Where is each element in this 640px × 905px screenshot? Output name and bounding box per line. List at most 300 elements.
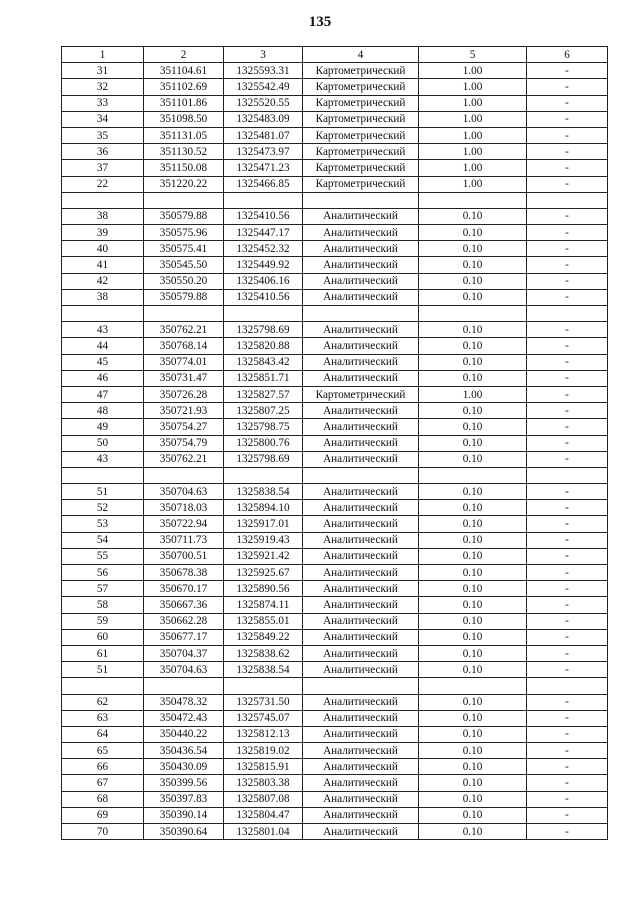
y-coordinate-cell: 1325890.56 bbox=[224, 581, 303, 597]
y-coordinate-cell: 1325593.31 bbox=[224, 63, 303, 79]
note-cell: - bbox=[527, 791, 608, 807]
method-cell bbox=[303, 467, 419, 483]
point-number-cell: 48 bbox=[62, 403, 144, 419]
y-coordinate-cell: 1325827.57 bbox=[224, 386, 303, 402]
x-coordinate-cell: 350731.47 bbox=[144, 370, 224, 386]
accuracy-cell: 0.10 bbox=[419, 516, 527, 532]
x-coordinate-cell: 351101.86 bbox=[144, 95, 224, 111]
table-row bbox=[62, 710, 608, 726]
point-number-cell: 43 bbox=[62, 322, 144, 338]
point-number-cell: 49 bbox=[62, 419, 144, 435]
column-header-note: 6 bbox=[527, 47, 608, 63]
method-cell: Картометрический bbox=[303, 127, 419, 143]
x-coordinate-cell: 350774.01 bbox=[144, 354, 224, 370]
note-cell: - bbox=[527, 257, 608, 273]
method-cell: Картометрический bbox=[303, 95, 419, 111]
point-number-cell: 58 bbox=[62, 597, 144, 613]
table-row bbox=[62, 548, 608, 564]
note-cell: - bbox=[527, 176, 608, 192]
table-row bbox=[62, 516, 608, 532]
point-number-cell: 53 bbox=[62, 516, 144, 532]
note-cell: - bbox=[527, 500, 608, 516]
note-cell: - bbox=[527, 726, 608, 742]
table-row bbox=[62, 176, 608, 192]
table-row bbox=[62, 597, 608, 613]
method-cell bbox=[303, 678, 419, 694]
table-row bbox=[62, 500, 608, 516]
coordinates-table bbox=[61, 46, 608, 840]
point-number-cell: 41 bbox=[62, 257, 144, 273]
x-coordinate-cell: 351102.69 bbox=[144, 79, 224, 95]
column-header-accuracy: 5 bbox=[419, 47, 527, 63]
point-number-cell: 38 bbox=[62, 289, 144, 305]
accuracy-cell: 0.10 bbox=[419, 743, 527, 759]
method-cell: Аналитический bbox=[303, 629, 419, 645]
y-coordinate-cell: 1325812.13 bbox=[224, 726, 303, 742]
accuracy-cell bbox=[419, 467, 527, 483]
y-coordinate-cell: 1325849.22 bbox=[224, 629, 303, 645]
method-cell: Аналитический bbox=[303, 289, 419, 305]
accuracy-cell: 0.10 bbox=[419, 225, 527, 241]
x-coordinate-cell: 350478.32 bbox=[144, 694, 224, 710]
y-coordinate-cell: 1325801.04 bbox=[224, 824, 303, 840]
table-separator-row bbox=[62, 306, 608, 322]
x-coordinate-cell: 351150.08 bbox=[144, 160, 224, 176]
method-cell: Аналитический bbox=[303, 322, 419, 338]
accuracy-cell: 0.10 bbox=[419, 532, 527, 548]
note-cell: - bbox=[527, 322, 608, 338]
table-row bbox=[62, 791, 608, 807]
point-number-cell: 68 bbox=[62, 791, 144, 807]
accuracy-cell: 0.10 bbox=[419, 435, 527, 451]
point-number-cell bbox=[62, 192, 144, 208]
x-coordinate-cell: 350678.38 bbox=[144, 565, 224, 581]
x-coordinate-cell: 350677.17 bbox=[144, 629, 224, 645]
table-row bbox=[62, 759, 608, 775]
point-number-cell: 43 bbox=[62, 451, 144, 467]
y-coordinate-cell: 1325894.10 bbox=[224, 500, 303, 516]
note-cell: - bbox=[527, 662, 608, 678]
column-header-point: 1 bbox=[62, 47, 144, 63]
accuracy-cell: 0.10 bbox=[419, 629, 527, 645]
accuracy-cell: 1.00 bbox=[419, 144, 527, 160]
y-coordinate-cell: 1325919.43 bbox=[224, 532, 303, 548]
method-cell: Аналитический bbox=[303, 565, 419, 581]
method-cell: Аналитический bbox=[303, 419, 419, 435]
note-cell: - bbox=[527, 435, 608, 451]
y-coordinate-cell: 1325819.02 bbox=[224, 743, 303, 759]
point-number-cell: 42 bbox=[62, 273, 144, 289]
method-cell: Картометрический bbox=[303, 176, 419, 192]
table-row bbox=[62, 370, 608, 386]
table-separator-row bbox=[62, 467, 608, 483]
method-cell: Картометрический bbox=[303, 160, 419, 176]
accuracy-cell: 0.10 bbox=[419, 581, 527, 597]
y-coordinate-cell: 1325542.49 bbox=[224, 79, 303, 95]
method-cell: Аналитический bbox=[303, 726, 419, 742]
x-coordinate-cell: 350436.54 bbox=[144, 743, 224, 759]
y-coordinate-cell: 1325473.97 bbox=[224, 144, 303, 160]
accuracy-cell: 1.00 bbox=[419, 386, 527, 402]
method-cell: Картометрический bbox=[303, 79, 419, 95]
note-cell: - bbox=[527, 484, 608, 500]
table-row bbox=[62, 63, 608, 79]
note-cell: - bbox=[527, 565, 608, 581]
note-cell: - bbox=[527, 273, 608, 289]
x-coordinate-cell: 350390.14 bbox=[144, 807, 224, 823]
x-coordinate-cell bbox=[144, 467, 224, 483]
note-cell: - bbox=[527, 241, 608, 257]
y-coordinate-cell: 1325410.56 bbox=[224, 289, 303, 305]
point-number-cell: 70 bbox=[62, 824, 144, 840]
x-coordinate-cell: 350704.37 bbox=[144, 645, 224, 661]
point-number-cell: 59 bbox=[62, 613, 144, 629]
y-coordinate-cell: 1325449.92 bbox=[224, 257, 303, 273]
table-row bbox=[62, 726, 608, 742]
note-cell: - bbox=[527, 451, 608, 467]
note-cell: - bbox=[527, 63, 608, 79]
table-row bbox=[62, 95, 608, 111]
accuracy-cell: 1.00 bbox=[419, 63, 527, 79]
accuracy-cell: 0.10 bbox=[419, 548, 527, 564]
method-cell: Аналитический bbox=[303, 581, 419, 597]
x-coordinate-cell: 350545.50 bbox=[144, 257, 224, 273]
y-coordinate-cell: 1325447.17 bbox=[224, 225, 303, 241]
x-coordinate-cell: 350430.09 bbox=[144, 759, 224, 775]
accuracy-cell: 0.10 bbox=[419, 257, 527, 273]
method-cell: Аналитический bbox=[303, 791, 419, 807]
point-number-cell: 46 bbox=[62, 370, 144, 386]
accuracy-cell: 1.00 bbox=[419, 176, 527, 192]
table-row bbox=[62, 565, 608, 581]
method-cell: Аналитический bbox=[303, 710, 419, 726]
method-cell: Аналитический bbox=[303, 548, 419, 564]
table-row bbox=[62, 484, 608, 500]
accuracy-cell: 0.10 bbox=[419, 597, 527, 613]
x-coordinate-cell: 350718.03 bbox=[144, 500, 224, 516]
note-cell: - bbox=[527, 645, 608, 661]
accuracy-cell: 0.10 bbox=[419, 354, 527, 370]
page-number: 135 bbox=[308, 14, 332, 30]
note-cell: - bbox=[527, 225, 608, 241]
x-coordinate-cell: 350721.93 bbox=[144, 403, 224, 419]
note-cell bbox=[527, 192, 608, 208]
method-cell: Аналитический bbox=[303, 694, 419, 710]
method-cell: Картометрический bbox=[303, 386, 419, 402]
y-coordinate-cell: 1325843.42 bbox=[224, 354, 303, 370]
table-row bbox=[62, 338, 608, 354]
note-cell: - bbox=[527, 79, 608, 95]
y-coordinate-cell: 1325921.42 bbox=[224, 548, 303, 564]
x-coordinate-cell: 350768.14 bbox=[144, 338, 224, 354]
note-cell: - bbox=[527, 370, 608, 386]
point-number-cell: 34 bbox=[62, 111, 144, 127]
method-cell: Аналитический bbox=[303, 500, 419, 516]
accuracy-cell: 1.00 bbox=[419, 127, 527, 143]
accuracy-cell: 0.10 bbox=[419, 419, 527, 435]
y-coordinate-cell: 1325838.54 bbox=[224, 662, 303, 678]
method-cell: Аналитический bbox=[303, 273, 419, 289]
table-row bbox=[62, 273, 608, 289]
method-cell: Аналитический bbox=[303, 451, 419, 467]
note-cell: - bbox=[527, 111, 608, 127]
table-row bbox=[62, 79, 608, 95]
point-number-cell: 61 bbox=[62, 645, 144, 661]
table-row bbox=[62, 613, 608, 629]
table-separator-row bbox=[62, 678, 608, 694]
y-coordinate-cell: 1325406.16 bbox=[224, 273, 303, 289]
point-number-cell: 52 bbox=[62, 500, 144, 516]
point-number-cell: 69 bbox=[62, 807, 144, 823]
note-cell: - bbox=[527, 613, 608, 629]
table-row bbox=[62, 807, 608, 823]
y-coordinate-cell: 1325800.76 bbox=[224, 435, 303, 451]
point-number-cell: 57 bbox=[62, 581, 144, 597]
note-cell: - bbox=[527, 127, 608, 143]
y-coordinate-cell bbox=[224, 192, 303, 208]
method-cell: Аналитический bbox=[303, 743, 419, 759]
note-cell: - bbox=[527, 629, 608, 645]
table-row bbox=[62, 354, 608, 370]
accuracy-cell: 0.10 bbox=[419, 775, 527, 791]
x-coordinate-cell: 350704.63 bbox=[144, 484, 224, 500]
accuracy-cell: 0.10 bbox=[419, 824, 527, 840]
y-coordinate-cell: 1325851.71 bbox=[224, 370, 303, 386]
x-coordinate-cell: 350754.79 bbox=[144, 435, 224, 451]
point-number-cell: 50 bbox=[62, 435, 144, 451]
table-row bbox=[62, 257, 608, 273]
point-number-cell: 38 bbox=[62, 208, 144, 224]
x-coordinate-cell: 350579.88 bbox=[144, 289, 224, 305]
x-coordinate-cell: 351098.50 bbox=[144, 111, 224, 127]
x-coordinate-cell: 350550.20 bbox=[144, 273, 224, 289]
point-number-cell: 54 bbox=[62, 532, 144, 548]
accuracy-cell: 1.00 bbox=[419, 95, 527, 111]
method-cell bbox=[303, 192, 419, 208]
y-coordinate-cell: 1325798.69 bbox=[224, 322, 303, 338]
note-cell: - bbox=[527, 386, 608, 402]
y-coordinate-cell: 1325855.01 bbox=[224, 613, 303, 629]
point-number-cell: 63 bbox=[62, 710, 144, 726]
accuracy-cell: 0.10 bbox=[419, 451, 527, 467]
accuracy-cell: 0.10 bbox=[419, 807, 527, 823]
x-coordinate-cell bbox=[144, 678, 224, 694]
point-number-cell: 60 bbox=[62, 629, 144, 645]
table-row bbox=[62, 662, 608, 678]
y-coordinate-cell bbox=[224, 467, 303, 483]
point-number-cell: 62 bbox=[62, 694, 144, 710]
column-header-method: 4 bbox=[303, 47, 419, 63]
x-coordinate-cell: 350700.51 bbox=[144, 548, 224, 564]
note-cell: - bbox=[527, 807, 608, 823]
accuracy-cell: 0.10 bbox=[419, 338, 527, 354]
x-coordinate-cell bbox=[144, 192, 224, 208]
y-coordinate-cell: 1325917.01 bbox=[224, 516, 303, 532]
y-coordinate-cell bbox=[224, 678, 303, 694]
point-number-cell: 64 bbox=[62, 726, 144, 742]
table-row bbox=[62, 160, 608, 176]
table-row bbox=[62, 289, 608, 305]
method-cell: Аналитический bbox=[303, 225, 419, 241]
y-coordinate-cell: 1325745.07 bbox=[224, 710, 303, 726]
table-row bbox=[62, 111, 608, 127]
method-cell: Аналитический bbox=[303, 775, 419, 791]
y-coordinate-cell: 1325838.62 bbox=[224, 645, 303, 661]
method-cell: Аналитический bbox=[303, 403, 419, 419]
accuracy-cell bbox=[419, 678, 527, 694]
y-coordinate-cell: 1325466.85 bbox=[224, 176, 303, 192]
x-coordinate-cell: 350722.94 bbox=[144, 516, 224, 532]
accuracy-cell: 0.10 bbox=[419, 322, 527, 338]
method-cell: Аналитический bbox=[303, 354, 419, 370]
note-cell: - bbox=[527, 338, 608, 354]
note-cell: - bbox=[527, 144, 608, 160]
method-cell: Картометрический bbox=[303, 63, 419, 79]
table-row bbox=[62, 824, 608, 840]
table-row bbox=[62, 581, 608, 597]
point-number-cell: 35 bbox=[62, 127, 144, 143]
note-cell: - bbox=[527, 532, 608, 548]
note-cell bbox=[527, 467, 608, 483]
note-cell: - bbox=[527, 354, 608, 370]
accuracy-cell: 1.00 bbox=[419, 111, 527, 127]
y-coordinate-cell: 1325838.54 bbox=[224, 484, 303, 500]
x-coordinate-cell: 350662.28 bbox=[144, 613, 224, 629]
x-coordinate-cell: 350726.28 bbox=[144, 386, 224, 402]
point-number-cell: 32 bbox=[62, 79, 144, 95]
y-coordinate-cell: 1325483.09 bbox=[224, 111, 303, 127]
point-number-cell: 47 bbox=[62, 386, 144, 402]
table-body bbox=[62, 63, 608, 840]
x-coordinate-cell: 350670.17 bbox=[144, 581, 224, 597]
y-coordinate-cell: 1325731.50 bbox=[224, 694, 303, 710]
y-coordinate-cell: 1325804.47 bbox=[224, 807, 303, 823]
point-number-cell: 31 bbox=[62, 63, 144, 79]
table-row bbox=[62, 451, 608, 467]
x-coordinate-cell: 350575.96 bbox=[144, 225, 224, 241]
note-cell: - bbox=[527, 824, 608, 840]
method-cell: Аналитический bbox=[303, 257, 419, 273]
x-coordinate-cell: 350704.63 bbox=[144, 662, 224, 678]
x-coordinate-cell: 350762.21 bbox=[144, 322, 224, 338]
x-coordinate-cell: 350711.73 bbox=[144, 532, 224, 548]
point-number-cell: 33 bbox=[62, 95, 144, 111]
note-cell: - bbox=[527, 403, 608, 419]
table-row bbox=[62, 208, 608, 224]
method-cell: Аналитический bbox=[303, 208, 419, 224]
accuracy-cell: 0.10 bbox=[419, 726, 527, 742]
point-number-cell bbox=[62, 467, 144, 483]
note-cell: - bbox=[527, 710, 608, 726]
y-coordinate-cell: 1325815.91 bbox=[224, 759, 303, 775]
table-row bbox=[62, 694, 608, 710]
accuracy-cell bbox=[419, 192, 527, 208]
x-coordinate-cell: 351104.61 bbox=[144, 63, 224, 79]
note-cell: - bbox=[527, 581, 608, 597]
table-row bbox=[62, 322, 608, 338]
method-cell: Аналитический bbox=[303, 645, 419, 661]
x-coordinate-cell: 350575.41 bbox=[144, 241, 224, 257]
point-number-cell: 36 bbox=[62, 144, 144, 160]
x-coordinate-cell: 350397.83 bbox=[144, 791, 224, 807]
column-header-y: 3 bbox=[224, 47, 303, 63]
method-cell: Аналитический bbox=[303, 532, 419, 548]
accuracy-cell: 1.00 bbox=[419, 160, 527, 176]
x-coordinate-cell: 350472.43 bbox=[144, 710, 224, 726]
x-coordinate-cell: 350579.88 bbox=[144, 208, 224, 224]
table-separator-row bbox=[62, 192, 608, 208]
point-number-cell: 40 bbox=[62, 241, 144, 257]
method-cell: Картометрический bbox=[303, 111, 419, 127]
x-coordinate-cell: 350399.56 bbox=[144, 775, 224, 791]
method-cell: Аналитический bbox=[303, 824, 419, 840]
accuracy-cell: 0.10 bbox=[419, 484, 527, 500]
table-row bbox=[62, 743, 608, 759]
table-row bbox=[62, 645, 608, 661]
point-number-cell: 56 bbox=[62, 565, 144, 581]
table-row bbox=[62, 629, 608, 645]
accuracy-cell: 0.10 bbox=[419, 273, 527, 289]
accuracy-cell: 0.10 bbox=[419, 500, 527, 516]
table-row bbox=[62, 144, 608, 160]
table-row bbox=[62, 241, 608, 257]
note-cell bbox=[527, 306, 608, 322]
method-cell bbox=[303, 306, 419, 322]
note-cell: - bbox=[527, 516, 608, 532]
x-coordinate-cell: 350440.22 bbox=[144, 726, 224, 742]
accuracy-cell bbox=[419, 306, 527, 322]
note-cell: - bbox=[527, 548, 608, 564]
method-cell: Аналитический bbox=[303, 516, 419, 532]
accuracy-cell: 0.10 bbox=[419, 662, 527, 678]
x-coordinate-cell: 351130.52 bbox=[144, 144, 224, 160]
accuracy-cell: 0.10 bbox=[419, 791, 527, 807]
point-number-cell bbox=[62, 678, 144, 694]
note-cell: - bbox=[527, 419, 608, 435]
y-coordinate-cell: 1325798.75 bbox=[224, 419, 303, 435]
y-coordinate-cell: 1325807.08 bbox=[224, 791, 303, 807]
point-number-cell: 66 bbox=[62, 759, 144, 775]
note-cell: - bbox=[527, 597, 608, 613]
x-coordinate-cell: 350762.21 bbox=[144, 451, 224, 467]
point-number-cell: 67 bbox=[62, 775, 144, 791]
accuracy-cell: 0.10 bbox=[419, 645, 527, 661]
y-coordinate-cell: 1325452.32 bbox=[224, 241, 303, 257]
point-number-cell: 39 bbox=[62, 225, 144, 241]
accuracy-cell: 0.10 bbox=[419, 208, 527, 224]
accuracy-cell: 1.00 bbox=[419, 79, 527, 95]
note-cell: - bbox=[527, 743, 608, 759]
point-number-cell: 22 bbox=[62, 176, 144, 192]
x-coordinate-cell: 351131.05 bbox=[144, 127, 224, 143]
table-row bbox=[62, 775, 608, 791]
note-cell: - bbox=[527, 208, 608, 224]
accuracy-cell: 0.10 bbox=[419, 241, 527, 257]
y-coordinate-cell: 1325807.25 bbox=[224, 403, 303, 419]
method-cell: Аналитический bbox=[303, 597, 419, 613]
x-coordinate-cell: 350667.36 bbox=[144, 597, 224, 613]
method-cell: Аналитический bbox=[303, 613, 419, 629]
y-coordinate-cell: 1325410.56 bbox=[224, 208, 303, 224]
note-cell: - bbox=[527, 160, 608, 176]
method-cell: Картометрический bbox=[303, 144, 419, 160]
point-number-cell: 44 bbox=[62, 338, 144, 354]
point-number-cell: 55 bbox=[62, 548, 144, 564]
point-number-cell bbox=[62, 306, 144, 322]
accuracy-cell: 0.10 bbox=[419, 289, 527, 305]
x-coordinate-cell bbox=[144, 306, 224, 322]
y-coordinate-cell: 1325520.55 bbox=[224, 95, 303, 111]
